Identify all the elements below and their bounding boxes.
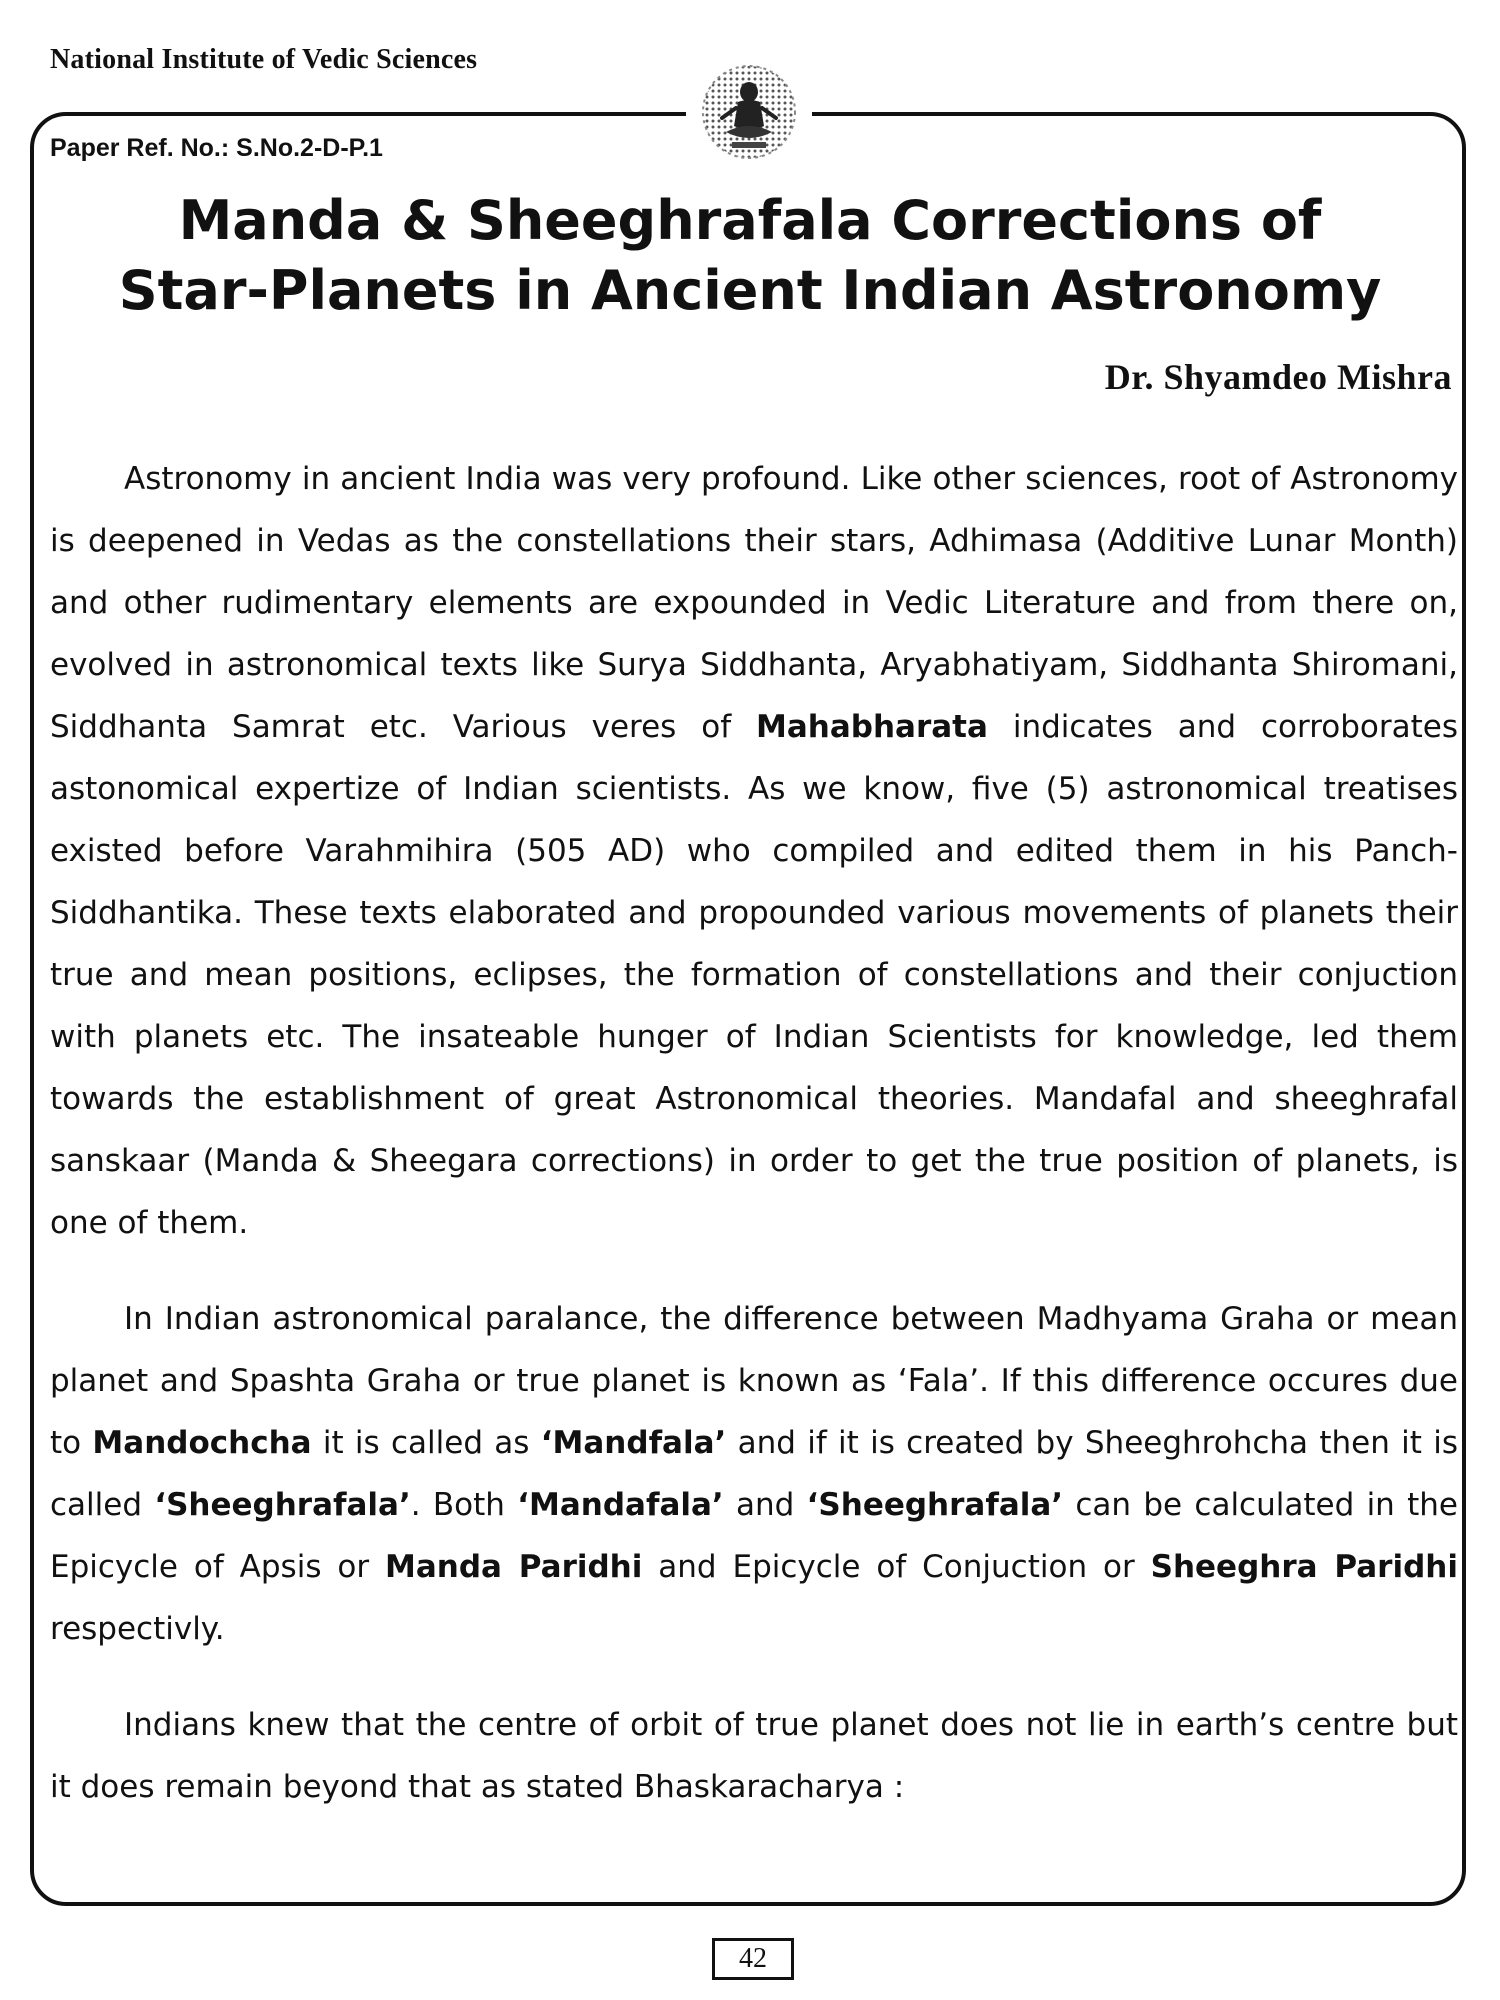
- bold-term: Manda Paridhi: [384, 1549, 643, 1585]
- bold-term: ‘Mandafala’: [517, 1487, 724, 1523]
- paragraph: [50, 1694, 1458, 1818]
- text-run: Indians knew that the centre of orbit of true planet does not lie in earth’s centre but it does remain beyond that as stated Bhaskaracharya :: [50, 1707, 1458, 1805]
- text-run: can be calculated in the Epicycle of Apsis or: [50, 1487, 1459, 1585]
- bold-term: Mandochcha: [92, 1425, 312, 1461]
- body-text: [50, 448, 1458, 1852]
- paper-reference: Paper Ref. No.: S.No.2-D-P.1: [50, 134, 383, 162]
- bold-term: Mahabharata: [756, 709, 988, 745]
- text-run: indicates and corroborates astonomical expertize of Indian scientists. As we know, five (5) astronomical treatises existed before Varahmihira (505 AD) who compiled and edited them in his Panch-Siddhantika. These texts elaborated and propounded various movements of planets their true and mean positions, eclipses, the formation of constellations and their conjuction with planets etc. The insateable hunger of Indian Scientists for knowledge, led them towards the establishment of great Astronomical theories. Mandafal and sheeghrafal sanskaar (Manda & Sheegara corrections) in order to get the true position of planets, is one of them.: [50, 709, 1458, 1241]
- bold-term: ‘Sheeghrafala’: [154, 1487, 411, 1523]
- bold-term: ‘Mandfala’: [540, 1425, 727, 1461]
- text-run: respectivly.: [50, 1611, 225, 1647]
- bold-term: Sheeghra Paridhi: [1150, 1549, 1458, 1585]
- institute-emblem: [686, 52, 812, 178]
- text-run: . Both: [410, 1487, 518, 1523]
- text-run: In Indian astronomical paralance, the difference between Madhyama Graha or mean planet and Spashta Graha or true planet is known as ‘Fala’. If this difference occures due to: [50, 1301, 1458, 1461]
- title-line-2: Star-Planets in Ancient Indian Astronomy: [118, 259, 1382, 322]
- institute-name: National Institute of Vedic Sciences: [50, 44, 478, 75]
- page-number: 42: [712, 1938, 794, 1980]
- paper-title: [60, 186, 1440, 326]
- text-run: it is called as: [311, 1425, 541, 1461]
- paragraph: [50, 1288, 1458, 1660]
- seated-figure-icon: [686, 52, 812, 178]
- bold-term: ‘Sheeghrafala’: [806, 1487, 1064, 1523]
- text-run: and if it is created by Sheeghrohcha then it is called: [50, 1425, 1458, 1523]
- paragraph: [50, 448, 1458, 1254]
- text-run: and: [723, 1487, 807, 1523]
- text-run: and Epicycle of Conjuction or: [642, 1549, 1151, 1585]
- title-line-1: Manda & Sheeghrafala Corrections of: [178, 189, 1322, 252]
- text-run: Astronomy in ancient India was very profound. Like other sciences, root of Astronomy is deepened in Vedas as the constellations their stars, Adhimasa (Additive Lunar Month) and other rudimentary elements are expounded in Vedic Literature and from there on, evolved in astronomical texts like Surya Siddhanta, Aryabhatiyam, Siddhanta Shiromani, Siddhanta Samrat etc. Various veres of: [50, 461, 1458, 745]
- author-name: Dr. Shyamdeo Mishra: [1104, 357, 1452, 397]
